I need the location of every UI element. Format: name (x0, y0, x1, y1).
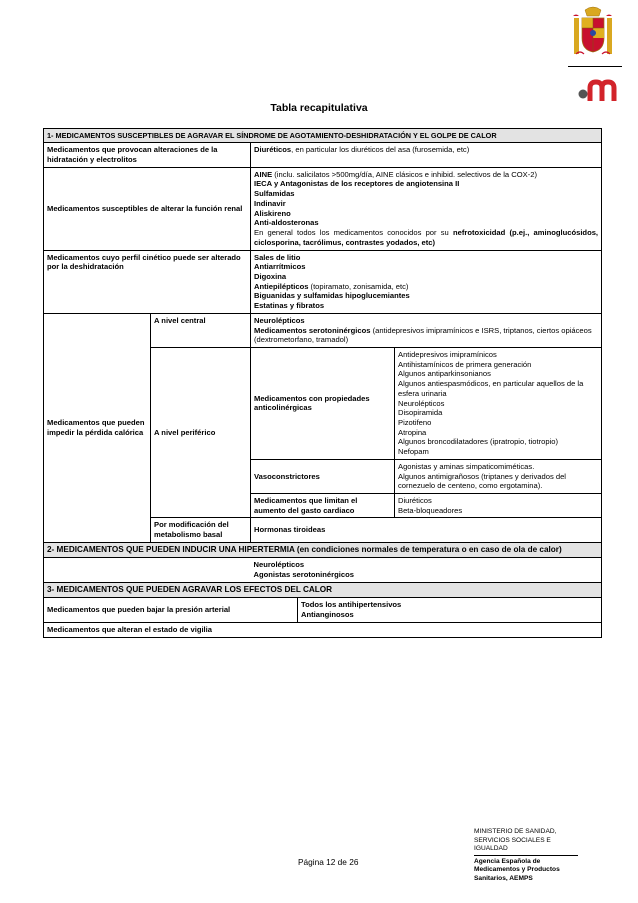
spanish-crest-icon (570, 6, 616, 62)
hyperthermia-spacer (44, 558, 251, 582)
section-2-header: 2- MEDICAMENTOS QUE PUEDEN INDUCIR UNA HIPERTERMIA (en condiciones normales de temperatura o en caso de ola de calor) (44, 542, 602, 558)
cardiac-output-list: Diuréticos Beta-bloqueadores (395, 494, 602, 518)
hyperthermia-value: Neurolépticos Agonistas serotoninérgicos (251, 558, 602, 582)
ministry-separator (474, 855, 578, 856)
page-number: Página 12 de 26 (298, 857, 359, 867)
blood-pressure-value: Todos los antihipertensivos Antianginosos (298, 598, 602, 622)
row-renal-value: AINE (inclu. salicilatos >500mg/día, AINE clásicos e inhibid. selectivos de la COX-2) IECA y Antagonistas de los receptores de angiotensina II Sulfamidas Indinavir Aliskireno Anti-aldosteronas En general todos los medicamentos conocidos por su nefrotoxicidad (p.ej., aminoglucósidos, ciclosporina, tacrólimus, contrastes yodados, etc) (251, 167, 602, 250)
cardiac-output-label: Medicamentos que limitan el aumento del gasto cardiaco (251, 494, 395, 518)
anticholinergic-list: Antidepresivos imipramínicos Antihistamínicos de primera generación Algunos antiparkinsonianos Algunos antiespasmódicos, en particular aquellos de la esfera urinaria Neurolépticos Disopiramida Pizotifeno Atropina Algunos broncodilatadores (ipratropio, tiotropio) Nefopam (395, 347, 602, 459)
page-title: Tabla recapitulativa (270, 102, 368, 114)
agency-line-3: Sanitarios, AEMPS (474, 874, 533, 882)
vasoconstrictor-label: Vasoconstrictores (251, 459, 395, 493)
agency-line-2: Medicamentos y Productos (474, 866, 560, 874)
section-1-header: 1- MEDICAMENTOS SUSCEPTIBLES DE AGRAVAR EL SÍNDROME DE AGOTAMIENTO-DESHIDRATACIÓN Y EL GOLPE DE CALOR (44, 129, 602, 143)
ministry-line-1: MINISTERIO DE SANIDAD, (474, 828, 557, 835)
row-renal-label: Medicamentos susceptibles de alterar la función renal (44, 167, 251, 250)
central-level-value: Neurolépticos Medicamentos serotoninérgicos (antidepresivos imipramínicos e ISRS, triptanos, ciertos opiáceos (dextrometorfano, tramadol) (251, 313, 602, 347)
agency-line-1: Agencia Española de (474, 857, 541, 865)
row-kinetic-value: Sales de litio Antiarrítmicos Digoxina Antiepilépticos (topiramato, zonisamida, etc) Biguanidas y sulfamidas hipoglucemiantes Estatinas y fibratos (251, 250, 602, 313)
central-level-label: A nivel central (151, 313, 251, 347)
ministry-line-2: SERVICIOS SOCIALES E (474, 836, 551, 844)
basal-metabolism-value: Hormonas tiroideas (251, 518, 602, 542)
peripheral-level-label: A nivel periférico (151, 347, 251, 518)
basal-metabolism-label: Por modificación del metabolismo basal (151, 518, 251, 542)
aemps-logo-icon (578, 78, 624, 102)
row-hydration-value: Diuréticos, en particular los diuréticos del asa (furosemida, etc) (251, 143, 602, 167)
row-kinetic-label: Medicamentos cuyo perfil cinético puede ser alterado por la deshidratación (44, 250, 251, 313)
row-hydration-label: Medicamentos que provocan alteraciones de la hidratación y electrolitos (44, 143, 251, 167)
anticholinergic-label: Medicamentos con propiedades anticolinérgicas (251, 347, 395, 459)
section-3-header: 3- MEDICAMENTOS QUE PUEDEN AGRAVAR LOS EFECTOS DEL CALOR (44, 582, 602, 598)
header-rule (568, 66, 622, 67)
vigilance-row: Medicamentos que alteran el estado de vigilia (44, 622, 602, 637)
ministry-block (474, 828, 578, 883)
blood-pressure-label: Medicamentos que pueden bajar la presión arterial (44, 598, 298, 622)
ministry-line-3: IGUALDAD (474, 845, 508, 853)
summary-table (43, 128, 602, 638)
vasoconstrictor-list: Agonistas y aminas simpaticomiméticas. Algunos antimigrañosos (triptanes y derivados del cornezuelo de centeno, como ergotamina). (395, 459, 602, 493)
row-heat-loss-label: Medicamentos que pueden impedir la pérdida calórica (44, 313, 151, 542)
